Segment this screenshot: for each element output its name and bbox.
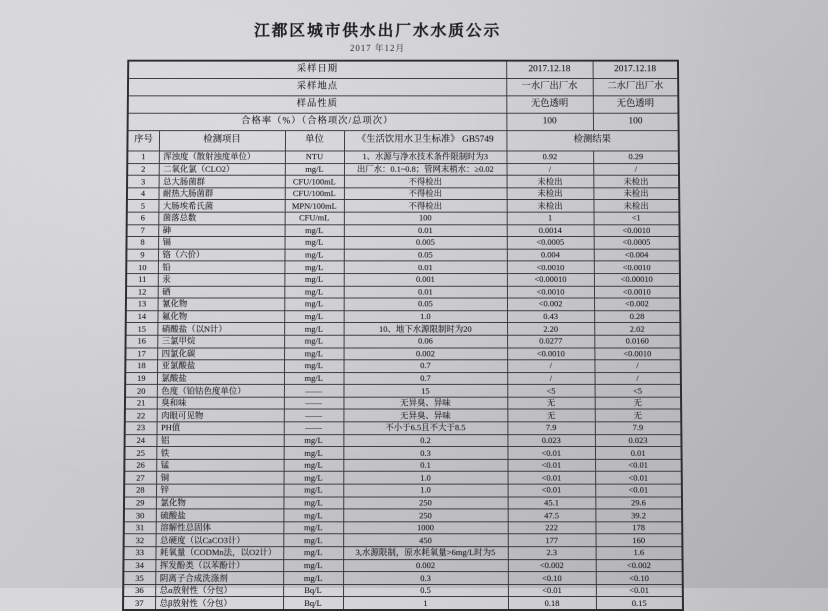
- result-plant2-cell: <0.002: [594, 298, 680, 310]
- table-row: [127, 175, 679, 187]
- table-row: [123, 597, 683, 610]
- row-number-cell: 36: [123, 584, 155, 597]
- row-number-cell: 14: [126, 310, 158, 322]
- table-row: [127, 163, 679, 175]
- standard-cell: 不得检出: [344, 200, 507, 212]
- table-row: [127, 151, 679, 163]
- item-name-cell: 总α放射性（分包）: [155, 584, 283, 597]
- item-name-cell: 硫酸盐: [156, 509, 284, 522]
- item-name-cell: PH值: [156, 422, 283, 434]
- row-number-cell: 34: [123, 559, 155, 572]
- result-plant1-cell: <5: [507, 385, 594, 397]
- result-plant2-cell: <0.10: [596, 572, 683, 585]
- row-number-cell: 32: [124, 534, 156, 547]
- item-name-cell: 耐热大肠菌群: [158, 188, 284, 200]
- table-row: [124, 459, 681, 471]
- results-tbody: [123, 151, 683, 610]
- table-row: [123, 547, 682, 560]
- standard-cell: 1: [343, 597, 508, 610]
- item-name-cell: 铜: [156, 472, 284, 484]
- result-plant1-cell: 无: [507, 397, 594, 409]
- table-row: [123, 559, 682, 572]
- item-name-cell: 浑浊度（散射浊度单位）: [159, 151, 285, 163]
- unit-cell: Bq/L: [283, 584, 343, 597]
- result-plant1-cell: 2.20: [507, 323, 594, 335]
- table-row: [124, 534, 683, 547]
- result-plant2-cell: 0.29: [593, 151, 679, 163]
- result-plant2-cell: /: [593, 163, 679, 175]
- result-plant2-cell: 0.15: [596, 597, 683, 610]
- item-name-cell: 砷: [158, 224, 284, 236]
- result-plant1-cell: <0.01: [508, 459, 596, 471]
- item-name-cell: 总β放射性（分包）: [155, 597, 283, 610]
- standard-cell: 0.06: [344, 335, 508, 347]
- unit-cell: Bq/L: [283, 597, 343, 610]
- meta-row-sample-date: [128, 61, 678, 79]
- unit-cell: mg/L: [283, 522, 343, 535]
- table-row: [125, 434, 682, 446]
- standard-cell: 1、水源与净水技术条件限制时为3: [344, 151, 507, 163]
- row-number-cell: 9: [126, 249, 158, 261]
- unit-cell: mg/L: [283, 509, 343, 522]
- result-plant1-cell: <0.002: [507, 298, 594, 310]
- result-plant1-cell: 0.18: [508, 597, 596, 610]
- item-name-cell: 硝酸盐（以N计）: [157, 323, 284, 335]
- unit-cell: ——: [284, 422, 344, 434]
- item-name-cell: 臭和味: [157, 397, 284, 409]
- table-row: [126, 286, 680, 298]
- meta-value-plant2-property: 无色透明: [593, 96, 679, 113]
- table-row: [126, 261, 680, 273]
- row-number-cell: 27: [124, 472, 156, 484]
- table-row: [127, 188, 679, 200]
- item-name-cell: 大肠埃希氏菌: [158, 200, 284, 212]
- standard-cell: 0.002: [344, 348, 508, 360]
- result-plant2-cell: 0.28: [594, 310, 680, 322]
- unit-cell: mg/L: [284, 274, 343, 286]
- result-plant1-cell: <0.10: [508, 572, 596, 585]
- table-row: [126, 249, 679, 261]
- standard-cell: 250: [343, 509, 508, 522]
- result-plant2-cell: <0.0010: [594, 224, 680, 236]
- row-number-cell: 19: [125, 372, 157, 384]
- table-row: [124, 509, 682, 522]
- result-plant2-cell: <5: [595, 385, 681, 397]
- result-plant1-cell: 45.1: [508, 497, 596, 509]
- result-plant2-cell: 1.6: [596, 547, 683, 560]
- unit-cell: NTU: [285, 151, 344, 163]
- result-plant1-cell: <0.002: [508, 559, 596, 572]
- standard-cell: 100: [344, 212, 507, 224]
- item-name-cell: 氯化物: [156, 497, 284, 509]
- row-number-cell: 11: [126, 274, 158, 286]
- row-number-cell: 7: [127, 224, 159, 236]
- result-plant1-cell: <0.00010: [507, 274, 594, 286]
- standard-cell: 0.2: [343, 434, 507, 446]
- result-plant2-cell: 160: [596, 534, 683, 547]
- unit-cell: ——: [284, 409, 344, 421]
- row-number-cell: 33: [123, 547, 155, 560]
- result-plant1-cell: /: [507, 372, 594, 384]
- result-plant1-cell: 2.3: [508, 547, 596, 560]
- table-row: [126, 237, 679, 249]
- meta-label-sample-property: 样品性质: [128, 96, 507, 113]
- result-plant1-cell: 未检出: [507, 188, 594, 200]
- result-plant1-cell: 未检出: [507, 175, 594, 187]
- unit-cell: mg/L: [283, 484, 343, 496]
- unit-cell: mg/L: [283, 534, 343, 547]
- result-plant1-cell: <0.0010: [507, 286, 594, 298]
- result-plant1-cell: 0.004: [507, 249, 594, 261]
- result-plant2-cell: 29.6: [595, 497, 682, 509]
- row-number-cell: 30: [124, 509, 156, 522]
- standard-cell: 不小于6.5且不大于8.5: [343, 422, 507, 434]
- table-row: [127, 212, 680, 224]
- unit-cell: CFU/100mL: [285, 188, 344, 200]
- result-plant2-cell: <0.004: [594, 249, 680, 261]
- row-number-cell: 2: [127, 163, 159, 175]
- standard-cell: 0.005: [344, 237, 507, 249]
- item-name-cell: 氯酸盐: [157, 372, 284, 384]
- result-plant1-cell: <0.0010: [507, 348, 594, 360]
- item-name-cell: 耗氧量（CODMn法，以O2计）: [155, 547, 283, 560]
- unit-cell: mg/L: [283, 547, 343, 560]
- standard-cell: 1.0: [343, 484, 507, 496]
- result-plant1-cell: 未检出: [507, 200, 594, 212]
- table-row: [126, 323, 681, 335]
- item-name-cell: 锰: [156, 459, 283, 471]
- result-plant2-cell: 未检出: [593, 188, 679, 200]
- result-plant2-cell: 无: [595, 409, 682, 421]
- standard-cell: 0.05: [344, 249, 507, 261]
- standard-cell: 无异臭、异味: [343, 397, 507, 409]
- col-header-result: 检测结果: [506, 131, 678, 151]
- standard-cell: 无异臭、异味: [343, 409, 507, 421]
- result-plant1-cell: 177: [508, 534, 596, 547]
- item-name-cell: 菌落总数: [158, 212, 284, 224]
- page-subtitle: 2017 年12月: [349, 43, 406, 53]
- meta-value-plant1-property: 无色透明: [506, 96, 593, 113]
- result-plant2-cell: /: [595, 372, 681, 384]
- item-name-cell: 挥发酚类（以苯酚计）: [155, 559, 283, 572]
- unit-cell: mg/L: [283, 559, 343, 572]
- unit-cell: mg/L: [284, 335, 344, 347]
- result-plant1-cell: /: [507, 360, 594, 372]
- row-number-cell: 21: [125, 397, 157, 409]
- result-plant2-cell: <0.0010: [594, 286, 680, 298]
- standard-cell: 不得检出: [344, 175, 507, 187]
- table-row: [125, 409, 681, 421]
- standard-cell: 0.002: [343, 559, 508, 572]
- meta-label-sample-date: 采样日期: [128, 61, 506, 79]
- result-plant2-cell: 0.0160: [594, 335, 680, 347]
- meta-tbody: [127, 61, 678, 151]
- meta-row-sample-location: [128, 78, 678, 95]
- table-row: [125, 397, 681, 409]
- item-name-cell: 汞: [158, 274, 285, 286]
- row-number-cell: 37: [123, 597, 155, 610]
- row-number-cell: 16: [126, 335, 158, 347]
- unit-cell: mg/L: [284, 261, 343, 273]
- meta-label-sample-location: 采样地点: [128, 78, 506, 95]
- result-plant1-cell: 0.43: [507, 310, 594, 322]
- page-title: 江都区城市供水出厂水水质公示: [253, 23, 502, 40]
- table-row: [124, 472, 682, 484]
- table-row: [124, 447, 681, 459]
- unit-cell: mg/L: [284, 434, 344, 446]
- result-plant2-cell: 178: [595, 522, 682, 535]
- row-number-cell: 26: [124, 459, 156, 471]
- unit-cell: mg/L: [284, 323, 343, 335]
- result-plant1-cell: 0.92: [506, 151, 593, 163]
- item-name-cell: 肉眼可见物: [157, 409, 284, 421]
- row-number-cell: 6: [127, 212, 159, 224]
- standard-cell: 10、地下水源限制时为20: [344, 323, 507, 335]
- row-number-cell: 22: [125, 409, 157, 421]
- result-plant2-cell: /: [594, 360, 680, 372]
- row-number-cell: 10: [126, 261, 158, 273]
- unit-cell: mg/L: [284, 360, 344, 372]
- unit-cell: mg/L: [285, 237, 344, 249]
- result-plant2-cell: <0.0010: [594, 261, 680, 273]
- row-number-cell: 24: [125, 434, 157, 446]
- meta-row-sample-property: [128, 96, 679, 113]
- meta-row-pass-rate: [128, 113, 679, 130]
- table-row: [124, 497, 682, 509]
- table-row: [124, 484, 682, 496]
- standard-cell: 0.7: [343, 372, 507, 384]
- meta-value-plant2-location: 二水厂出厂水: [593, 78, 679, 95]
- result-plant1-cell: <0.01: [508, 484, 596, 496]
- item-name-cell: 铁: [156, 447, 283, 459]
- table-row: [126, 335, 681, 347]
- unit-cell: mg/L: [284, 459, 344, 471]
- result-plant2-cell: 2.02: [594, 323, 680, 335]
- unit-cell: mg/L: [284, 286, 343, 298]
- item-name-cell: 总大肠菌群: [159, 175, 285, 187]
- row-number-cell: 31: [124, 522, 156, 535]
- row-number-cell: 29: [124, 497, 156, 509]
- row-number-cell: 8: [126, 237, 158, 249]
- table-row: [124, 522, 683, 535]
- col-header-unit: 单位: [285, 131, 344, 151]
- unit-cell: ——: [284, 385, 344, 397]
- item-name-cell: 色度（铂钴色度单位）: [157, 385, 284, 397]
- result-plant2-cell: <0.01: [595, 472, 682, 484]
- unit-cell: ——: [284, 397, 344, 409]
- result-plant2-cell: 未检出: [593, 175, 679, 187]
- unit-cell: mg/L: [283, 572, 343, 585]
- result-plant1-cell: 无: [507, 409, 594, 421]
- item-name-cell: 四氯化碳: [157, 348, 284, 360]
- unit-cell: MPN/100mL: [285, 200, 344, 212]
- result-plant1-cell: 7.9: [507, 422, 595, 434]
- row-number-cell: 15: [126, 323, 158, 335]
- table-row: [126, 310, 681, 322]
- col-header-no: 序号: [127, 131, 159, 151]
- item-name-cell: 氰化物: [158, 298, 285, 310]
- standard-cell: 不得检出: [344, 188, 507, 200]
- water-quality-table: [122, 60, 684, 611]
- meta-value-plant2-pass-rate: 100: [593, 113, 679, 130]
- standard-cell: 0.7: [344, 360, 508, 372]
- result-plant1-cell: 0.0014: [507, 224, 594, 236]
- result-plant2-cell: 无: [595, 397, 681, 409]
- item-name-cell: 铅: [158, 261, 285, 273]
- item-name-cell: 总硬度（以CaCO3计）: [156, 534, 284, 547]
- row-number-cell: 28: [124, 484, 156, 496]
- unit-cell: CFU/100mL: [285, 175, 344, 187]
- result-plant1-cell: 1: [507, 212, 594, 224]
- table-row: [126, 274, 680, 286]
- unit-cell: mg/L: [284, 372, 344, 384]
- item-name-cell: 铬（六价）: [158, 249, 285, 261]
- row-number-cell: 25: [124, 447, 156, 459]
- result-plant2-cell: <0.01: [595, 459, 682, 471]
- table-row: [123, 584, 683, 597]
- result-plant2-cell: <0.01: [595, 484, 682, 496]
- row-number-cell: 18: [125, 360, 157, 372]
- unit-cell: mg/L: [284, 249, 343, 261]
- result-plant2-cell: <0.0005: [594, 237, 680, 249]
- row-number-cell: 5: [127, 200, 159, 212]
- unit-cell: CFU/mL: [285, 212, 344, 224]
- table-row: [125, 385, 681, 397]
- result-plant1-cell: 0.0277: [507, 335, 594, 347]
- standard-cell: 3,水源限制，原水耗氧量>6mg/L时为5: [343, 547, 508, 560]
- standard-cell: 1000: [343, 522, 508, 535]
- row-number-cell: 12: [126, 286, 158, 298]
- item-name-cell: 氟化物: [157, 310, 284, 322]
- result-plant1-cell: <0.01: [508, 472, 596, 484]
- standard-cell: 0.5: [343, 584, 508, 597]
- row-number-cell: 35: [123, 572, 155, 585]
- item-name-cell: 镉: [158, 237, 285, 249]
- result-plant2-cell: <0.002: [596, 559, 683, 572]
- unit-cell: mg/L: [285, 224, 344, 236]
- standard-cell: 0.01: [344, 261, 507, 273]
- row-number-cell: 1: [127, 151, 159, 163]
- unit-cell: mg/L: [283, 497, 343, 509]
- result-plant1-cell: <0.0010: [507, 261, 594, 273]
- item-name-cell: 硒: [158, 286, 285, 298]
- unit-cell: mg/L: [284, 472, 344, 484]
- row-number-cell: 23: [125, 422, 157, 434]
- table-row: [125, 360, 681, 372]
- standard-cell: 15: [343, 385, 507, 397]
- item-name-cell: 锌: [156, 484, 284, 496]
- standard-cell: 1.0: [344, 310, 507, 322]
- result-plant1-cell: <0.01: [507, 447, 595, 459]
- standard-cell: 0.001: [344, 274, 507, 286]
- meta-label-pass-rate: 合格率（%）（合格项次/总项次）: [128, 113, 507, 130]
- result-plant2-cell: 39.2: [595, 509, 682, 522]
- table-row: [125, 422, 682, 434]
- standard-cell: 250: [343, 497, 507, 509]
- table-row: [123, 572, 683, 585]
- col-header-standard: 《生活饮用水卫生标准》 GB5749: [344, 131, 506, 151]
- result-plant1-cell: /: [507, 163, 594, 175]
- meta-value-plant1-pass-rate: 100: [506, 113, 593, 130]
- standard-cell: 1.0: [343, 472, 507, 484]
- result-plant2-cell: 0.023: [595, 434, 682, 446]
- column-header-row: [127, 131, 678, 151]
- result-plant2-cell: <0.01: [596, 584, 683, 597]
- unit-cell: mg/L: [284, 348, 344, 360]
- result-plant2-cell: 0.01: [595, 447, 682, 459]
- item-name-cell: 三氯甲烷: [157, 335, 284, 347]
- standard-cell: 0.01: [344, 224, 507, 236]
- table-row: [125, 348, 680, 360]
- unit-cell: mg/L: [285, 163, 344, 175]
- result-plant1-cell: 222: [508, 522, 596, 535]
- standard-cell: 0.01: [344, 286, 507, 298]
- standard-cell: 0.3: [343, 447, 507, 459]
- row-number-cell: 3: [127, 175, 159, 187]
- table-row: [127, 200, 680, 212]
- result-plant1-cell: 0.023: [507, 434, 595, 446]
- result-plant2-cell: <0.0010: [594, 348, 680, 360]
- item-name-cell: 溶解性总固体: [156, 522, 284, 535]
- item-name-cell: 亚氯酸盐: [157, 360, 284, 372]
- meta-value-plant2-date: 2017.12.18: [593, 61, 679, 79]
- unit-cell: mg/L: [284, 310, 343, 322]
- row-number-cell: 20: [125, 385, 157, 397]
- result-plant1-cell: 47.5: [508, 509, 596, 522]
- table-row: [127, 224, 680, 236]
- row-number-cell: 17: [125, 348, 157, 360]
- unit-cell: mg/L: [284, 447, 344, 459]
- standard-cell: 0.05: [344, 298, 507, 310]
- result-plant2-cell: <0.00010: [594, 274, 680, 286]
- result-plant1-cell: <0.01: [508, 584, 596, 597]
- standard-cell: 0.3: [343, 572, 508, 585]
- item-name-cell: 铝: [156, 434, 283, 446]
- result-plant2-cell: <1: [594, 212, 680, 224]
- item-name-cell: 二氧化氯（CLO2）: [159, 163, 285, 175]
- table-row: [126, 298, 680, 310]
- meta-value-plant1-location: 一水厂出厂水: [506, 78, 593, 95]
- row-number-cell: 13: [126, 298, 158, 310]
- standard-cell: 出厂水：0.1~0.8；管网末梢水：≥0.02: [344, 163, 507, 175]
- col-header-item: 检测项目: [159, 131, 285, 151]
- table-row: [125, 372, 681, 384]
- item-name-cell: 阴离子合成洗涤剂: [155, 572, 283, 585]
- row-number-cell: 4: [127, 188, 159, 200]
- standard-cell: 450: [343, 534, 508, 547]
- result-plant1-cell: <0.0005: [507, 237, 594, 249]
- result-plant2-cell: 未检出: [593, 200, 679, 212]
- report-sheet: [122, 18, 696, 611]
- standard-cell: 0.1: [343, 459, 507, 471]
- result-plant2-cell: 7.9: [595, 422, 682, 434]
- meta-value-plant1-date: 2017.12.18: [506, 61, 592, 79]
- unit-cell: mg/L: [284, 298, 343, 310]
